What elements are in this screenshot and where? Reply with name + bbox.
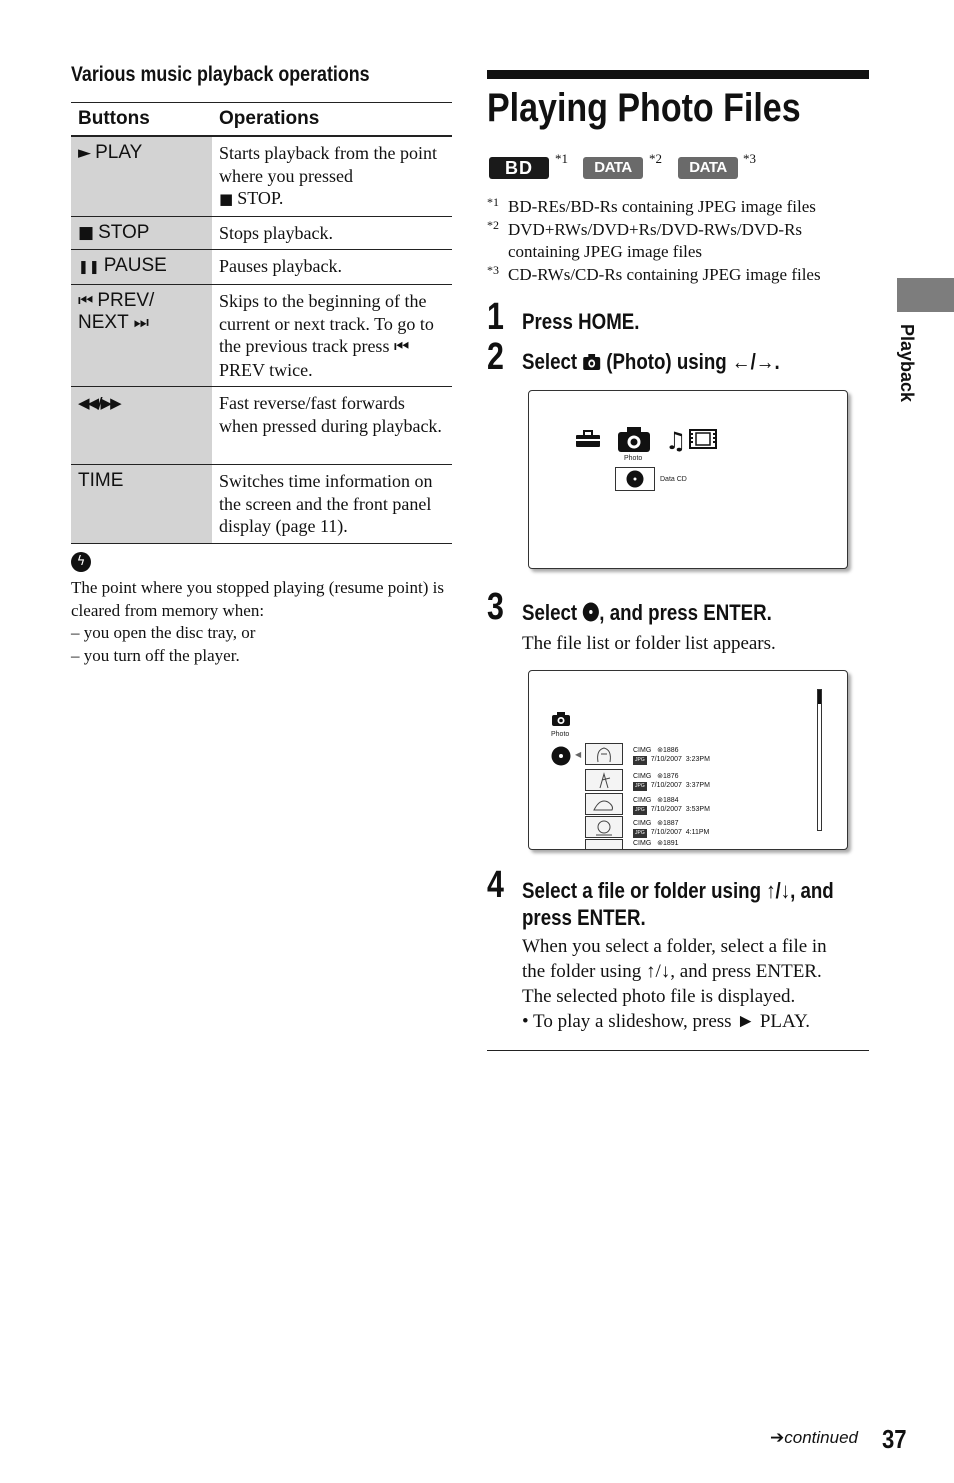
step-instruction: Select , and press ENTER. xyxy=(522,600,816,628)
data-dvd-badge: DATA DVD xyxy=(583,157,643,179)
next-icon: ⏭ xyxy=(133,313,149,333)
hint-icon: ϟ xyxy=(71,552,91,572)
table-row xyxy=(71,387,452,465)
step-body xyxy=(522,934,872,1034)
rewind-forward-icon: ◀◀/▶▶ xyxy=(78,394,120,412)
stop-icon: ■ xyxy=(219,190,234,208)
section-end-rule xyxy=(487,1050,869,1051)
photo-thumbnail[interactable] xyxy=(585,769,623,791)
camera-icon xyxy=(551,711,571,732)
body-line: the folder using ↑/↓, and press ENTER. xyxy=(522,961,822,982)
step-number: 2 xyxy=(487,336,504,378)
photo-thumbnail[interactable] xyxy=(585,839,623,850)
toolbox-icon xyxy=(575,429,601,454)
button-label: PLAY xyxy=(95,142,143,163)
button-label: NEXT xyxy=(78,312,129,333)
hint-paragraph: The point where you stopped playing (resume point) is cleared from memory when: xyxy=(71,578,444,620)
operation-cell: Stops playback. xyxy=(212,216,452,250)
data-cd-badge: DATA CD xyxy=(678,157,738,179)
jpg-badge: JPG xyxy=(635,783,645,789)
operations-table xyxy=(71,102,452,544)
disc-item[interactable] xyxy=(615,467,655,491)
title-rule xyxy=(487,70,869,79)
step-number: 3 xyxy=(487,586,504,628)
disc-icon xyxy=(626,470,644,493)
continued-note: ➔continued xyxy=(770,1428,858,1448)
side-tab-label: Playback xyxy=(897,324,917,403)
table-row xyxy=(71,216,452,250)
col-buttons-header: Buttons xyxy=(71,103,212,137)
home-menu-screenshot xyxy=(528,390,848,569)
operation-text: Starts playback from the point where you pressed xyxy=(219,143,437,186)
film-icon xyxy=(689,429,717,454)
file-entry[interactable]: CIMG ⊚1876 JPG 7/10/2007 3:37PM xyxy=(633,773,710,789)
photo-thumbnail[interactable] xyxy=(585,743,623,765)
step-number: 4 xyxy=(487,864,504,906)
jpg-badge: JPG xyxy=(635,830,645,836)
step-instruction: Select a file or folder using ↑/↓, and press ENTER. xyxy=(522,878,834,930)
operation-cell xyxy=(212,285,452,387)
button-cell xyxy=(71,250,212,285)
disc-icon xyxy=(582,602,599,628)
footnote: *1 BD-REs/BD-Rs containing JPEG image files xyxy=(487,195,816,216)
file-entry[interactable]: CIMG ⊚1891 xyxy=(633,840,679,847)
footnote-list xyxy=(487,196,867,286)
pause-icon: ❚❚ xyxy=(78,260,100,275)
button-label: PREV/ xyxy=(97,290,155,311)
photo-label: Photo xyxy=(624,455,643,462)
button-cell xyxy=(71,136,212,216)
operation-cell xyxy=(212,136,452,216)
prev-icon: ⏮ xyxy=(393,337,410,357)
operation-cell: Pauses playback. xyxy=(212,250,452,285)
table-row xyxy=(71,465,452,544)
prev-icon: ⏮ xyxy=(78,291,94,311)
hint-item: – you turn off the player. xyxy=(71,645,240,665)
music-note-icon: ♫ xyxy=(665,427,687,455)
step-number: 1 xyxy=(487,296,504,338)
button-cell xyxy=(71,285,212,387)
footnote-mark: *3 xyxy=(743,151,756,166)
photo-label: Photo xyxy=(551,731,570,738)
file-entry[interactable]: CIMG ⊚1887 JPG 7/10/2007 4:11PM xyxy=(633,820,710,836)
camera-icon xyxy=(582,351,601,377)
operation-text: Skips to the beginning of the current or next track. To go to the previous track press xyxy=(219,291,434,356)
disc-label: Data CD xyxy=(660,476,687,483)
operation-text: PREV twice. xyxy=(219,359,313,380)
operation-cell: Switches time information on the screen and the front panel display (page 11). xyxy=(212,465,452,544)
button-label: PAUSE xyxy=(103,255,167,276)
scrollbar-thumb[interactable] xyxy=(818,690,821,704)
footnote: *3 CD-RWs/CD-Rs containing JPEG image files xyxy=(487,262,821,284)
table-header-row xyxy=(71,103,452,137)
photo-thumbnail[interactable] xyxy=(585,816,623,838)
step-body: The file list or folder list appears. xyxy=(522,633,776,654)
jpg-badge: JPG xyxy=(635,757,645,763)
body-line: The selected photo file is displayed. xyxy=(522,986,796,1007)
page-title: Playing Photo Files xyxy=(487,86,801,130)
button-cell xyxy=(71,465,212,544)
file-list-screenshot xyxy=(528,670,848,850)
operation-text: STOP. xyxy=(237,188,284,208)
section-heading: Various music playback operations xyxy=(71,63,370,86)
arrow-right-icon: ➔ xyxy=(770,1428,785,1448)
file-entry[interactable]: CIMG ⊚1884 JPG 7/10/2007 3:53PM xyxy=(633,797,710,813)
file-entry[interactable]: CIMG ⊚1886 JPG 7/10/2007 3:23PM xyxy=(633,747,710,763)
bullet-item: • To play a slideshow, press ► PLAY. xyxy=(522,1011,811,1032)
button-label: TIME xyxy=(78,470,124,491)
body-line: When you select a folder, select a file in xyxy=(522,936,827,957)
play-icon: ► xyxy=(78,143,92,163)
table-row xyxy=(71,136,452,216)
button-cell xyxy=(71,216,212,250)
table-row xyxy=(71,285,452,387)
scrollbar[interactable] xyxy=(817,689,822,831)
hint-text xyxy=(71,577,461,667)
step-instruction: Press HOME. xyxy=(522,309,640,334)
photo-thumbnail[interactable] xyxy=(585,793,623,815)
jpg-badge: JPG xyxy=(635,807,645,813)
table-row xyxy=(71,250,452,285)
stop-icon: ■ xyxy=(78,222,95,243)
operation-cell: Fast reverse/fast forwards when pressed during playback. xyxy=(212,387,452,465)
page-number: 37 xyxy=(882,1424,907,1454)
disc-icon xyxy=(551,746,571,771)
button-label: STOP xyxy=(98,221,150,243)
selector-arrow-icon: ◀ xyxy=(575,750,582,759)
footnote: *2 DVD+RWs/DVD+Rs/DVD-RWs/DVD-Rs containing JPEG image files xyxy=(487,217,803,261)
side-tab-marker xyxy=(897,278,954,312)
hint-item: – you open the disc tray, or xyxy=(71,623,256,642)
step-instruction: Select (Photo) using ←/→. xyxy=(522,349,825,377)
footnote-mark: *2 xyxy=(649,151,662,166)
button-cell xyxy=(71,387,212,465)
bd-badge: BD xyxy=(489,157,549,179)
col-operations-header: Operations xyxy=(212,103,452,137)
camera-icon xyxy=(617,425,651,458)
footnote-mark: *1 xyxy=(555,151,568,166)
